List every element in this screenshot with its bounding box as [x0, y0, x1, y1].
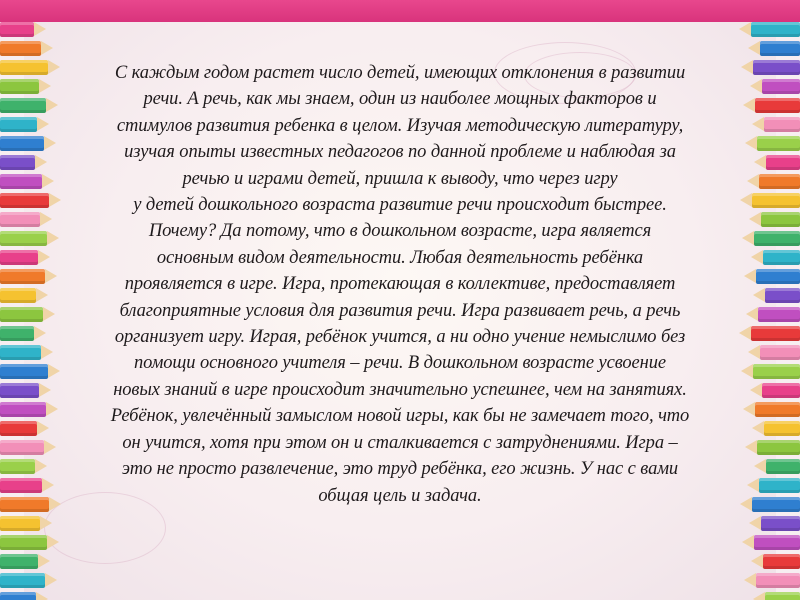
- pencil-decoration: [0, 155, 35, 170]
- pencil-decoration: [762, 79, 800, 94]
- pencil-decoration: [761, 212, 800, 227]
- pencil-decoration: [0, 326, 34, 341]
- pencil-decoration: [0, 592, 36, 600]
- text-line: речью и играми детей, пришла к выводу, что через игру: [182, 168, 618, 189]
- pencil-decoration: [0, 174, 42, 189]
- text-line: основным видом деятельности. Любая деятельность ребёнка: [156, 247, 644, 268]
- pencil-decoration: [756, 269, 800, 284]
- pencil-decoration: [753, 60, 800, 75]
- text-line: новых знаний в игре происходит значительно успешнее, чем на занятиях.: [113, 379, 687, 400]
- pencil-decoration: [757, 136, 800, 151]
- pencil-decoration: [760, 345, 800, 360]
- pencil-decoration: [755, 98, 800, 113]
- pencil-decoration: [0, 22, 34, 37]
- pencil-decoration: [759, 174, 800, 189]
- pencil-decoration: [761, 516, 800, 531]
- text-line: общая цель и задача.: [318, 485, 482, 506]
- pencil-decoration: [0, 383, 39, 398]
- text-line: помощи основного учителя – речи. В дошкольном возрасте усвоение: [133, 353, 667, 374]
- pencil-decoration: [0, 421, 37, 436]
- pencil-decoration: [755, 402, 800, 417]
- text-line: Ребёнок, увлечённый замыслом новой игры, как бы не замечает того, что: [110, 406, 690, 427]
- pencil-decoration: [762, 383, 800, 398]
- pencil-decoration: [0, 535, 47, 550]
- pencil-decoration: [754, 535, 800, 550]
- text-line: это не просто развлечение, это труд ребёнка, его жизнь. У нас с вами: [121, 459, 679, 480]
- pencil-decoration: [754, 231, 800, 246]
- text-line: Почему? Да потому, что в дошкольном возрасте, игра является: [148, 221, 652, 242]
- pencil-decoration: [0, 459, 35, 474]
- pencil-decoration: [765, 288, 800, 303]
- pencil-decoration: [0, 250, 38, 265]
- pencil-decoration: [0, 573, 45, 588]
- pencil-decoration: [753, 364, 800, 379]
- pencil-decoration: [0, 79, 39, 94]
- pencil-decoration: [758, 307, 800, 322]
- pencil-decoration: [0, 440, 44, 455]
- pencil-decoration: [766, 459, 800, 474]
- slide-text: [40, 60, 760, 509]
- pencil-decoration: [764, 117, 800, 132]
- pencil-decoration: [0, 478, 42, 493]
- top-band: [0, 0, 800, 22]
- pencil-decoration: [0, 41, 41, 56]
- text-line: он учится, хотя при этом он и сталкивается с затруднениями. Игра –: [122, 432, 678, 453]
- pencil-decoration: [0, 269, 45, 284]
- pencil-decoration: [0, 212, 40, 227]
- pencil-decoration: [0, 516, 40, 531]
- text-line: С каждым годом растет число детей, имеющих отклонения в развитии: [114, 63, 686, 83]
- pencil-decoration: [763, 250, 800, 265]
- text-line: изучая опыты известных педагогов по данной проблеме и наблюдая за: [124, 142, 676, 163]
- pencil-decoration: [760, 41, 800, 56]
- pencil-decoration: [764, 421, 800, 436]
- text-line: проявляется в игре. Игра, протекающая в коллективе, предоставляет: [124, 274, 676, 295]
- pencil-decoration: [0, 554, 38, 569]
- pencil-decoration: [751, 22, 800, 37]
- pencil-decoration: [0, 307, 43, 322]
- text-line: стимулов развития ребенка в целом. Изучая методическую литературу,: [116, 115, 684, 136]
- pencil-decoration: [763, 554, 800, 569]
- pencil-decoration: [0, 345, 41, 360]
- text-line: благоприятные условия для развития речи. Игра развивает речь, а речь: [119, 300, 681, 321]
- pencil-decoration: [756, 573, 800, 588]
- pencil-decoration: [757, 440, 800, 455]
- text-line: у детей дошкольного возраста развитие речи происходит быстрее.: [133, 195, 667, 216]
- pencil-decoration: [0, 117, 37, 132]
- pencil-decoration: [765, 592, 800, 600]
- text-line: организует игру. Играя, ребёнок учится, а ни одно учение немыслимо без: [114, 327, 686, 348]
- pencil-decoration: [759, 478, 800, 493]
- pencil-decoration: [0, 136, 44, 151]
- pencil-decoration: [0, 288, 36, 303]
- pencil-decoration: [766, 155, 800, 170]
- text-line: речи. А речь, как мы знаем, один из наиболее мощных факторов и: [143, 89, 657, 110]
